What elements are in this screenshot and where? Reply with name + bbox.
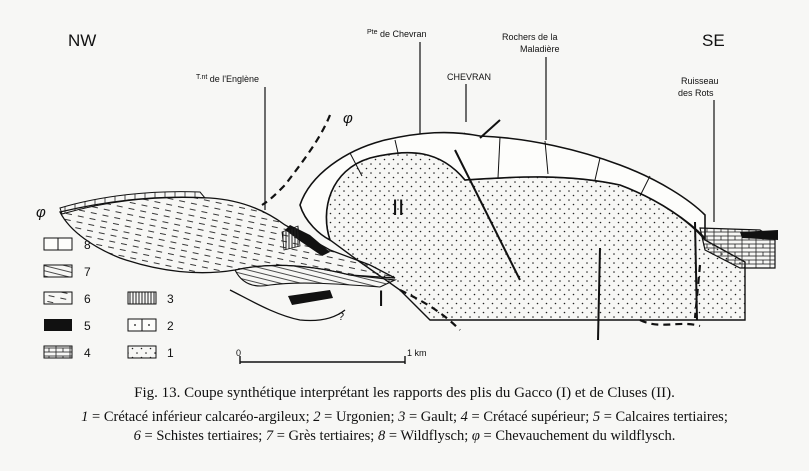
se-label: SE — [702, 31, 725, 50]
nw-label: NW — [68, 31, 97, 50]
torrent-englene-label: $^{T.nt}$ de l'Englène — [196, 74, 260, 84]
chevran-label: CHEVRAN — [447, 72, 492, 82]
scale-bar — [236, 348, 427, 364]
legend-num-1: 1 — [167, 346, 174, 360]
legend-num-4: 4 — [84, 346, 91, 360]
caption-title: Fig. 13. Coupe synthétique interprétant les rapports des plis du Gacco (I) et de Cluses (II). — [134, 385, 675, 401]
legend-num-6: 6 — [84, 292, 91, 306]
caption-legend-line-1: 1 = Crétacé inférieur calcaréo-argileux; 2 = Urgonien; 3 = Gault; 4 = Crétacé supérieur; 5 = Calcaires tertiaires; — [81, 409, 728, 425]
rochers-label-line1: Rochers de la — [502, 32, 558, 42]
legend-num-2: 2 — [167, 319, 174, 333]
fold-I-label: I — [378, 286, 385, 311]
question-mark: ? — [338, 311, 345, 323]
legend-swatch-5 — [44, 319, 72, 331]
legend-num-7: 7 — [84, 265, 91, 279]
caption-legend — [0, 408, 809, 446]
legend-swatch-6 — [44, 292, 72, 304]
phi-symbol-left: φ — [36, 204, 46, 221]
legend-swatch-2-dot-b — [148, 324, 150, 326]
legend-swatch-2-dot-a — [134, 324, 136, 326]
caption-legend-line-2: 6 = Schistes tertiaires; 7 = Grès tertiaires; 8 = Wildflysch; φ = Chevauchement du wildflysch. — [133, 428, 676, 444]
phi-symbol-upper: φ — [343, 110, 353, 127]
legend-num-8: 8 — [84, 238, 91, 252]
legend-num-3: 3 — [167, 292, 174, 306]
scale-start-label: 0 — [236, 348, 242, 358]
legend-swatch-3 — [128, 292, 156, 304]
pte-de-chevran-label: $^{Pte}$ de Chevran — [367, 29, 427, 39]
ruisseau-label-line2: des Rots — [678, 88, 714, 98]
legend-swatch-7 — [44, 265, 72, 277]
legend-swatch-4 — [44, 346, 72, 358]
rochers-label-line2: Maladière — [520, 44, 560, 54]
ruisseau-label-line1: Ruisseau — [681, 76, 719, 86]
formation-1-cretace-inferieur — [326, 153, 745, 320]
fold-II-label: II — [392, 195, 405, 220]
legend-num-5: 5 — [84, 319, 91, 333]
formation-5-calcaires-fold-I — [288, 290, 333, 305]
figure-caption — [0, 385, 809, 402]
scale-end-label: 1 km — [407, 348, 427, 358]
legend-swatch-1 — [128, 346, 156, 358]
